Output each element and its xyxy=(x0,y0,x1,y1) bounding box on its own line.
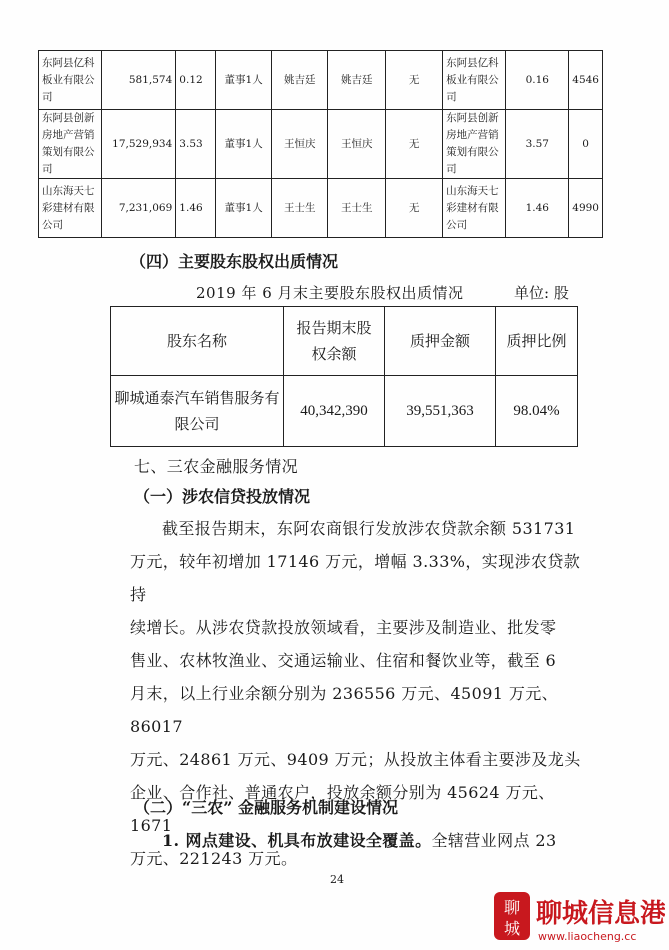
cell-loan: 0 xyxy=(569,110,603,179)
cell-person2: 王士生 xyxy=(328,179,386,238)
cell-amount: 581,574 xyxy=(102,51,176,110)
cell-ratio: 1.46 xyxy=(176,179,216,238)
cell-name: 山东海天七彩建材有限公司 xyxy=(39,179,102,238)
header-balance: 报告期末股权余额 xyxy=(284,307,385,376)
cell-name2: 东阿县创新房地产营销策划有限公司 xyxy=(443,110,506,179)
cell-directors: 董事1人 xyxy=(216,110,272,179)
cell-person2: 王恒庆 xyxy=(328,110,386,179)
cell-ratio2: 3.57 xyxy=(506,110,569,179)
cell-ratio: 3.53 xyxy=(176,110,216,179)
page-number: 24 xyxy=(330,873,344,886)
sub2-heading: （二）“三农” 金融服务机制建设情况 xyxy=(134,798,398,817)
watermark-svg xyxy=(490,888,665,946)
section7-heading: 七、三农金融服务情况 xyxy=(134,457,299,476)
pledge-unit: 单位: 股 xyxy=(514,284,569,302)
cell-person1: 王恒庆 xyxy=(272,110,328,179)
cell-amount: 17,529,934 xyxy=(102,110,176,179)
cell-person2: 姚吉廷 xyxy=(328,51,386,110)
point1-text: 全辖营业网点 23 xyxy=(431,831,557,850)
cell-name: 东阿县创新房地产营销策划有限公司 xyxy=(39,110,102,179)
cell-pct: 98.04% xyxy=(496,376,578,447)
cell-flag: 无 xyxy=(386,110,443,179)
cell-loan: 4546 xyxy=(569,51,603,110)
para-line: 万元、221243 万元。 xyxy=(130,849,298,868)
cell-flag: 无 xyxy=(386,51,443,110)
paragraph-agri-loans xyxy=(130,512,590,875)
cell-ratio2: 0.16 xyxy=(506,51,569,110)
cell-flag: 无 xyxy=(386,179,443,238)
header-pct: 质押比例 xyxy=(496,307,578,376)
table-row xyxy=(39,51,603,110)
cell-directors: 董事1人 xyxy=(216,51,272,110)
para-line: 续增长。从涉农贷款投放领域看，主要涉及制造业、批发零 xyxy=(130,618,557,637)
header-pledged: 质押金额 xyxy=(385,307,496,376)
url-text: www.liaocheng.cc xyxy=(538,930,637,943)
cell-balance: 40,342,390 xyxy=(284,376,385,447)
cell-ratio: 0.12 xyxy=(176,51,216,110)
seal-text-bottom: 城 xyxy=(503,919,521,938)
watermark-logo xyxy=(490,888,665,946)
cell-directors: 董事1人 xyxy=(216,179,272,238)
seal-text-top: 聊 xyxy=(503,898,521,917)
pledge-table xyxy=(110,306,578,447)
related-party-table xyxy=(38,50,603,238)
para-line: 万元、24861 万元、9409 万元；从投放主体看主要涉及龙头 xyxy=(130,750,581,769)
para-line: 万元，较年初增加 17146 万元，增幅 3.33%，实现涉农贷款持 xyxy=(130,552,581,604)
cell-ratio2: 1.46 xyxy=(506,179,569,238)
point1-title: 1. 网点建设、机具布放建设全覆盖。 xyxy=(162,831,432,850)
cell-name: 东阿县亿科板业有限公司 xyxy=(39,51,102,110)
para-line: 企业、合作社、普通农户，投放余额分别为 45624 万元、1671 xyxy=(130,783,555,835)
table-row xyxy=(39,110,603,179)
cell-name2: 东阿县亿科板业有限公司 xyxy=(443,51,506,110)
para-line: 截至报告期末，东阿农商银行发放涉农贷款余额 531731 xyxy=(162,519,576,538)
cell-shareholder-name: 聊城通泰汽车销售服务有限公司 xyxy=(111,376,284,447)
brand-text: 聊城信息港 xyxy=(536,899,665,929)
cell-amount: 7,231,069 xyxy=(102,179,176,238)
cell-person1: 姚吉廷 xyxy=(272,51,328,110)
table-row xyxy=(39,179,603,238)
cell-loan: 4990 xyxy=(569,179,603,238)
cell-name2: 山东海天七彩建材有限公司 xyxy=(443,179,506,238)
section4-heading: （四）主要股东股权出质情况 xyxy=(130,252,339,271)
point1-line xyxy=(162,828,557,851)
pledge-caption: 2019 年 6 月末主要股东股权出质情况 xyxy=(196,284,464,302)
para-line: 月末，以上行业余额分别为 236556 万元、45091 万元、86017 xyxy=(130,684,559,736)
header-shareholder: 股东名称 xyxy=(111,307,284,376)
sub1-heading: （一）涉农信贷投放情况 xyxy=(134,487,311,506)
para-line: 售业、农林牧渔业、交通运输业、住宿和餐饮业等，截至 6 xyxy=(130,651,557,670)
cell-pledged: 39,551,363 xyxy=(385,376,496,447)
cell-person1: 王士生 xyxy=(272,179,328,238)
